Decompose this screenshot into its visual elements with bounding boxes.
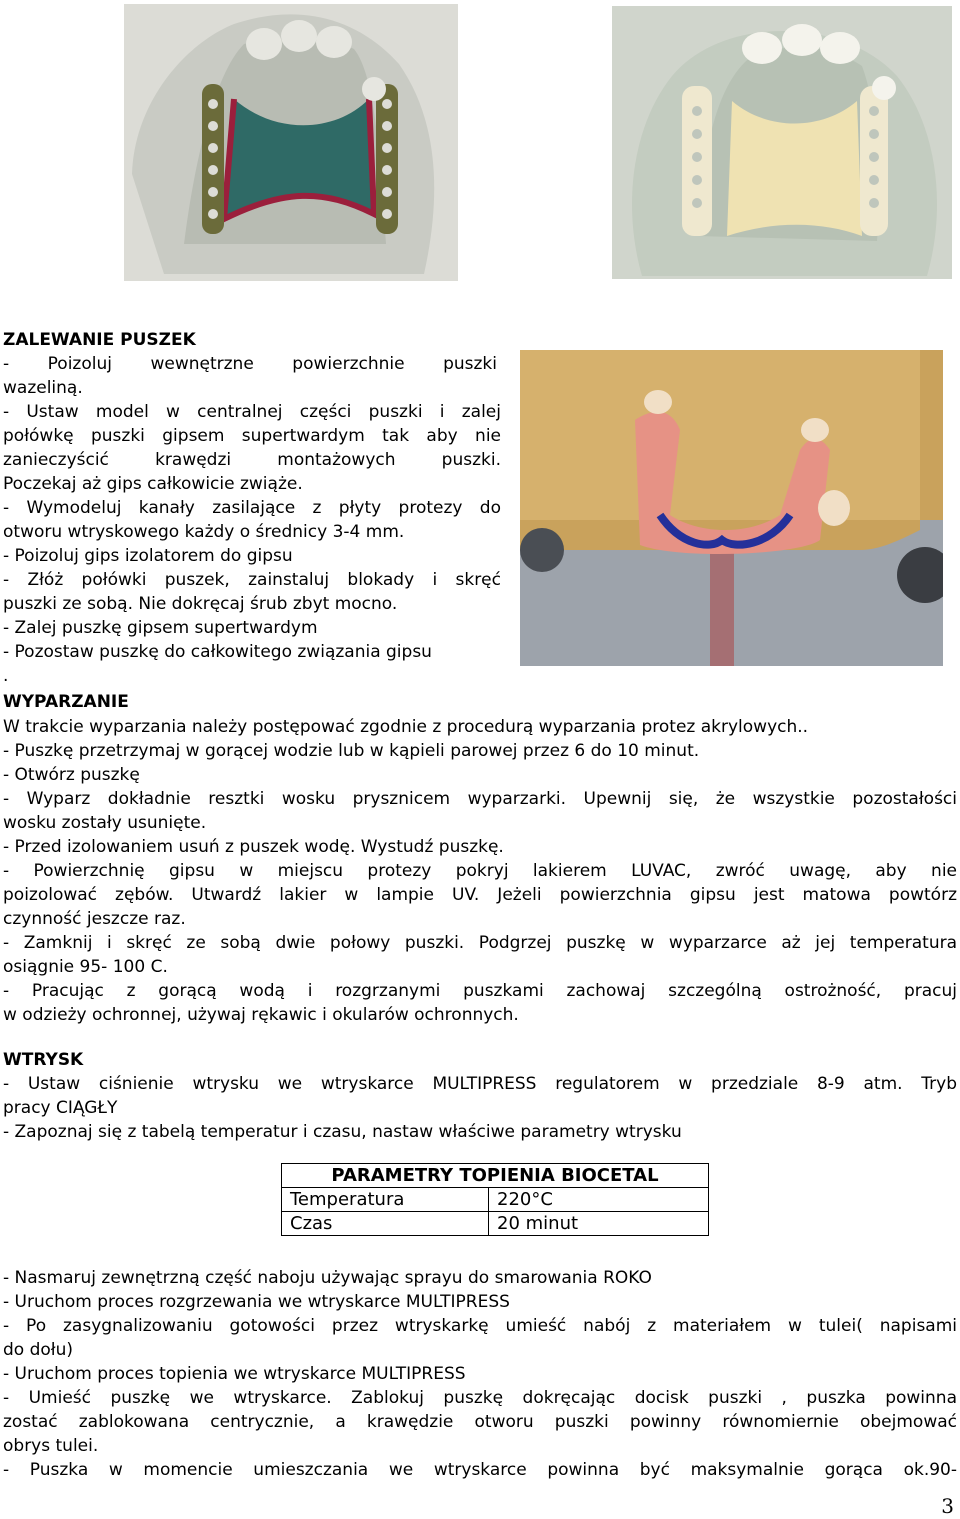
section1-line: - Poizoluj gips izolatorem do gipsu	[3, 546, 293, 566]
flask-half-photo	[520, 350, 943, 666]
section2-line: wosku zostały usunięte.	[3, 813, 207, 833]
section2-line: - Puszkę przetrzymaj w gorącej wodzie lub w kąpieli parowej przez 6 do 10 minut.	[3, 741, 700, 761]
section2-line: - Otwórz puszkę	[3, 765, 140, 785]
page-number: 3	[941, 1494, 954, 1518]
section1-line: - Wymodeluj kanały zasilające z płyty protezy do	[3, 498, 501, 518]
section-heading-wyparzanie: WYPARZANIE	[3, 692, 129, 712]
section3-line: do dołu)	[3, 1340, 74, 1360]
section3-line: - Ustaw ciśnienie wtrysku we wtryskarce MULTIPRESS regulatorem w przedziale 8-9 atm. Tryb	[3, 1074, 957, 1094]
section1-line: - Zalej puszkę gipsem supertwardym	[3, 618, 318, 638]
flask-model-photo-right	[612, 6, 952, 279]
melting-parameters-table	[281, 1163, 709, 1236]
section2-line: - Pracując z gorącą wodą i rozgrzanymi puszkami zachowaj szczególną ostrożność, pracuj	[3, 981, 957, 1001]
section1-line: Poczekaj aż gips całkowicie zwiąże.	[3, 474, 303, 494]
section3-line: - Nasmaruj zewnętrzną część naboju używając sprayu do smarowania ROKO	[3, 1268, 652, 1288]
section3-line: - Uruchom proces topienia we wtryskarce MULTIPRESS	[3, 1364, 466, 1384]
section2-line: w odzieży ochronnej, używaj rękawic i okularów ochronnych.	[3, 1005, 519, 1025]
table-cell-value: 20 minut	[489, 1212, 709, 1236]
table-cell-value: 220°C	[489, 1188, 709, 1212]
section1-line: połówkę puszki gipsem supertwardym tak aby nie	[3, 426, 501, 446]
section1-line: puszki ze sobą. Nie dokręcaj śrub zbyt mocno.	[3, 594, 398, 614]
section2-line: - Powierzchnię gipsu w miejscu protezy pokryj lakierem LUVAC, zwróć uwagę, aby nie	[3, 861, 957, 881]
section1-line: - Ustaw model w centralnej części puszki i zalej	[3, 402, 501, 422]
section1-line: zanieczyścić krawędzi montażowych puszki.	[3, 450, 501, 470]
section1-line: - Złóż połówki puszek, zainstaluj blokady i skręć	[3, 570, 501, 590]
section3-line: pracy CIĄGŁY	[3, 1098, 118, 1118]
section3-line: - Umieść puszkę we wtryskarce. Zablokuj puszkę dokręcając docisk puszki , puszka powinna	[3, 1388, 957, 1408]
section3-line: - Uruchom proces rozgrzewania we wtryskarce MULTIPRESS	[3, 1292, 510, 1312]
section1-line: wazeliną.	[3, 378, 83, 398]
table-row	[282, 1212, 709, 1236]
section2-line: W trakcie wyparzania należy postępować zgodnie z procedurą wyparzania protez akrylowych..	[3, 717, 809, 737]
flask-model-photo-left	[124, 4, 458, 281]
table-cell-label: Czas	[282, 1212, 489, 1236]
section1-line: - Poizoluj wewnętrzne powierzchnie puszki	[3, 354, 497, 374]
section2-line: poizolować zębów. Utwardź lakier w lampie UV. Jeżeli powierzchnia gipsu jest matowa powtórz	[3, 885, 957, 905]
section3-line: - Po zasygnalizowaniu gotowości przez wtryskarkę umieść nabój z materiałem w tulei( napisami	[3, 1316, 957, 1336]
section1-line: otworu wtryskowego każdy o średnicy 3-4 mm.	[3, 522, 405, 542]
section2-line: - Przed izolowaniem usuń z puszek wodę. Wystudź puszkę.	[3, 837, 504, 857]
table-title: PARAMETRY TOPIENIA BIOCETAL	[282, 1164, 709, 1188]
section1-line: .	[3, 666, 9, 686]
section-heading-wtrysk: WTRYSK	[3, 1050, 84, 1070]
section3-line: - Zapoznaj się z tabelą temperatur i czasu, nastaw właściwe parametry wtrysku	[3, 1122, 682, 1142]
section3-line: - Puszka w momencie umieszczania we wtryskarce powinna być maksymalnie gorąca ok.90-	[3, 1460, 957, 1480]
section3-line: zostać zablokowana centrycznie, a krawędzie otworu puszki powinny równomiernie obejmować	[3, 1412, 957, 1432]
section2-line: czynność jeszcze raz.	[3, 909, 186, 929]
section3-line: obrys tulei.	[3, 1436, 99, 1456]
section2-line: - Wyparz dokładnie resztki wosku prysznicem wyparzarki. Upewnij się, że wszystkie pozostałości	[3, 789, 957, 809]
section1-line: - Pozostaw puszkę do całkowitego związania gipsu	[3, 642, 432, 662]
table-row	[282, 1188, 709, 1212]
section2-line: - Zamknij i skręć ze sobą dwie połowy puszki. Podgrzej puszkę w wyparzarce aż jej temperatura	[3, 933, 957, 953]
table-cell-label: Temperatura	[282, 1188, 489, 1212]
table-header-row	[282, 1164, 709, 1188]
section-heading-zalewanie: ZALEWANIE PUSZEK	[3, 330, 196, 350]
section2-line: osiągnie 95- 100 C.	[3, 957, 168, 977]
